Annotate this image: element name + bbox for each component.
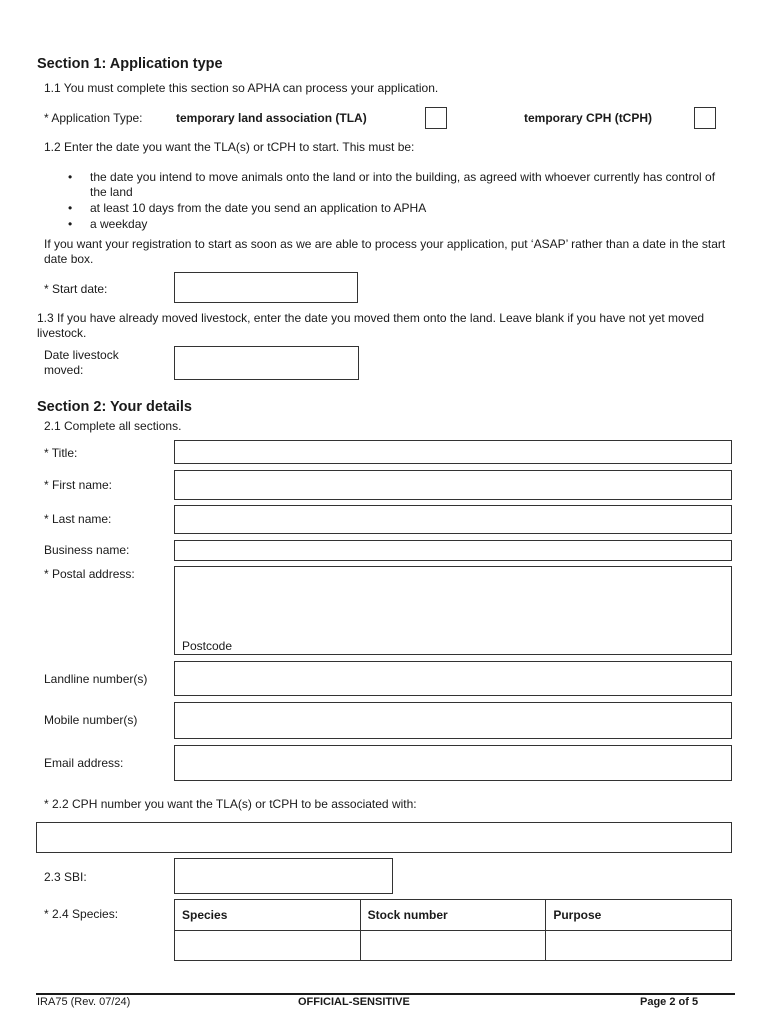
section-2-1-text: 2.1 Complete all sections. xyxy=(44,419,182,433)
option-tcph-label: temporary CPH (tCPH) xyxy=(524,111,653,125)
title-label: * Title: xyxy=(44,446,78,460)
last-name-label: * Last name: xyxy=(44,512,112,526)
email-label: Email address: xyxy=(44,756,124,770)
species-label: * 2.4 Species: xyxy=(44,907,119,921)
cph-number-field[interactable] xyxy=(36,822,732,853)
species-column-header: Species xyxy=(175,900,361,931)
list-item: • the date you intend to move animals onto the land or into the building, as agreed with whoever currently has control of the land xyxy=(90,170,720,200)
mobile-field[interactable] xyxy=(174,702,732,739)
stock-number-cell[interactable] xyxy=(360,931,546,961)
list-item: • at least 10 days from the date you send an application to APHA xyxy=(90,201,720,216)
list-item: • a weekday xyxy=(90,217,720,232)
section-1-1-text: 1.1 You must complete this section so APHA can process your application. xyxy=(44,81,439,95)
section-1-3-text: 1.3 If you have already moved livestock, enter the date you moved them onto the land. Leave blank if you have not yet moved livestock. xyxy=(37,311,705,340)
landline-field[interactable] xyxy=(174,661,732,696)
section-2-heading: Section 2: Your details xyxy=(37,399,192,415)
application-type-label: * Application Type: xyxy=(44,111,143,125)
species-cell[interactable] xyxy=(175,931,361,961)
section-1-heading: Section 1: Application type xyxy=(37,56,223,72)
last-name-field[interactable] xyxy=(174,505,732,534)
purpose-column-header: Purpose xyxy=(546,900,732,931)
title-field[interactable] xyxy=(174,440,732,464)
tcph-checkbox[interactable] xyxy=(694,107,716,129)
classification-label: OFFICIAL-SENSITIVE xyxy=(298,996,410,1008)
sbi-label: 2.3 SBI: xyxy=(44,870,87,884)
table-row xyxy=(175,931,732,961)
species-table xyxy=(174,899,732,961)
postal-address-field[interactable] xyxy=(174,566,732,655)
section-2-2-text: * 2.2 CPH number you want the TLA(s) or tCPH to be associated with: xyxy=(44,797,417,811)
start-date-label: * Start date: xyxy=(44,282,108,296)
email-field[interactable] xyxy=(174,745,732,781)
mobile-label: Mobile number(s) xyxy=(44,713,138,727)
date-livestock-moved-label: Date livestock moved: xyxy=(44,348,119,377)
option-tla-label: temporary land association (TLA) xyxy=(176,111,367,125)
landline-label: Landline number(s) xyxy=(44,672,148,686)
first-name-field[interactable] xyxy=(174,470,732,500)
footer-divider xyxy=(36,993,735,995)
sbi-field[interactable] xyxy=(174,858,393,894)
start-date-field[interactable] xyxy=(174,272,358,303)
postal-address-label: * Postal address: xyxy=(44,567,135,581)
asap-instructions: If you want your registration to start as soon as we are able to process your application, put ‘ASAP’ rather than a date in the start date box. xyxy=(44,237,726,266)
business-name-label: Business name: xyxy=(44,543,130,557)
postcode-label: Postcode xyxy=(182,639,233,653)
tla-checkbox[interactable] xyxy=(425,107,447,129)
stock-number-column-header: Stock number xyxy=(360,900,546,931)
date-livestock-moved-field[interactable] xyxy=(174,346,359,380)
business-name-field[interactable] xyxy=(174,540,732,561)
section-1-2-text: 1.2 Enter the date you want the TLA(s) or tCPH to start. This must be: xyxy=(44,140,415,154)
first-name-label: * First name: xyxy=(44,478,113,492)
table-header-row xyxy=(175,900,732,931)
form-reference: IRA75 (Rev. 07/24) xyxy=(37,996,131,1008)
page-number: Page 2 of 5 xyxy=(640,996,699,1008)
start-date-rules-list xyxy=(90,170,720,233)
purpose-cell[interactable] xyxy=(546,931,732,961)
